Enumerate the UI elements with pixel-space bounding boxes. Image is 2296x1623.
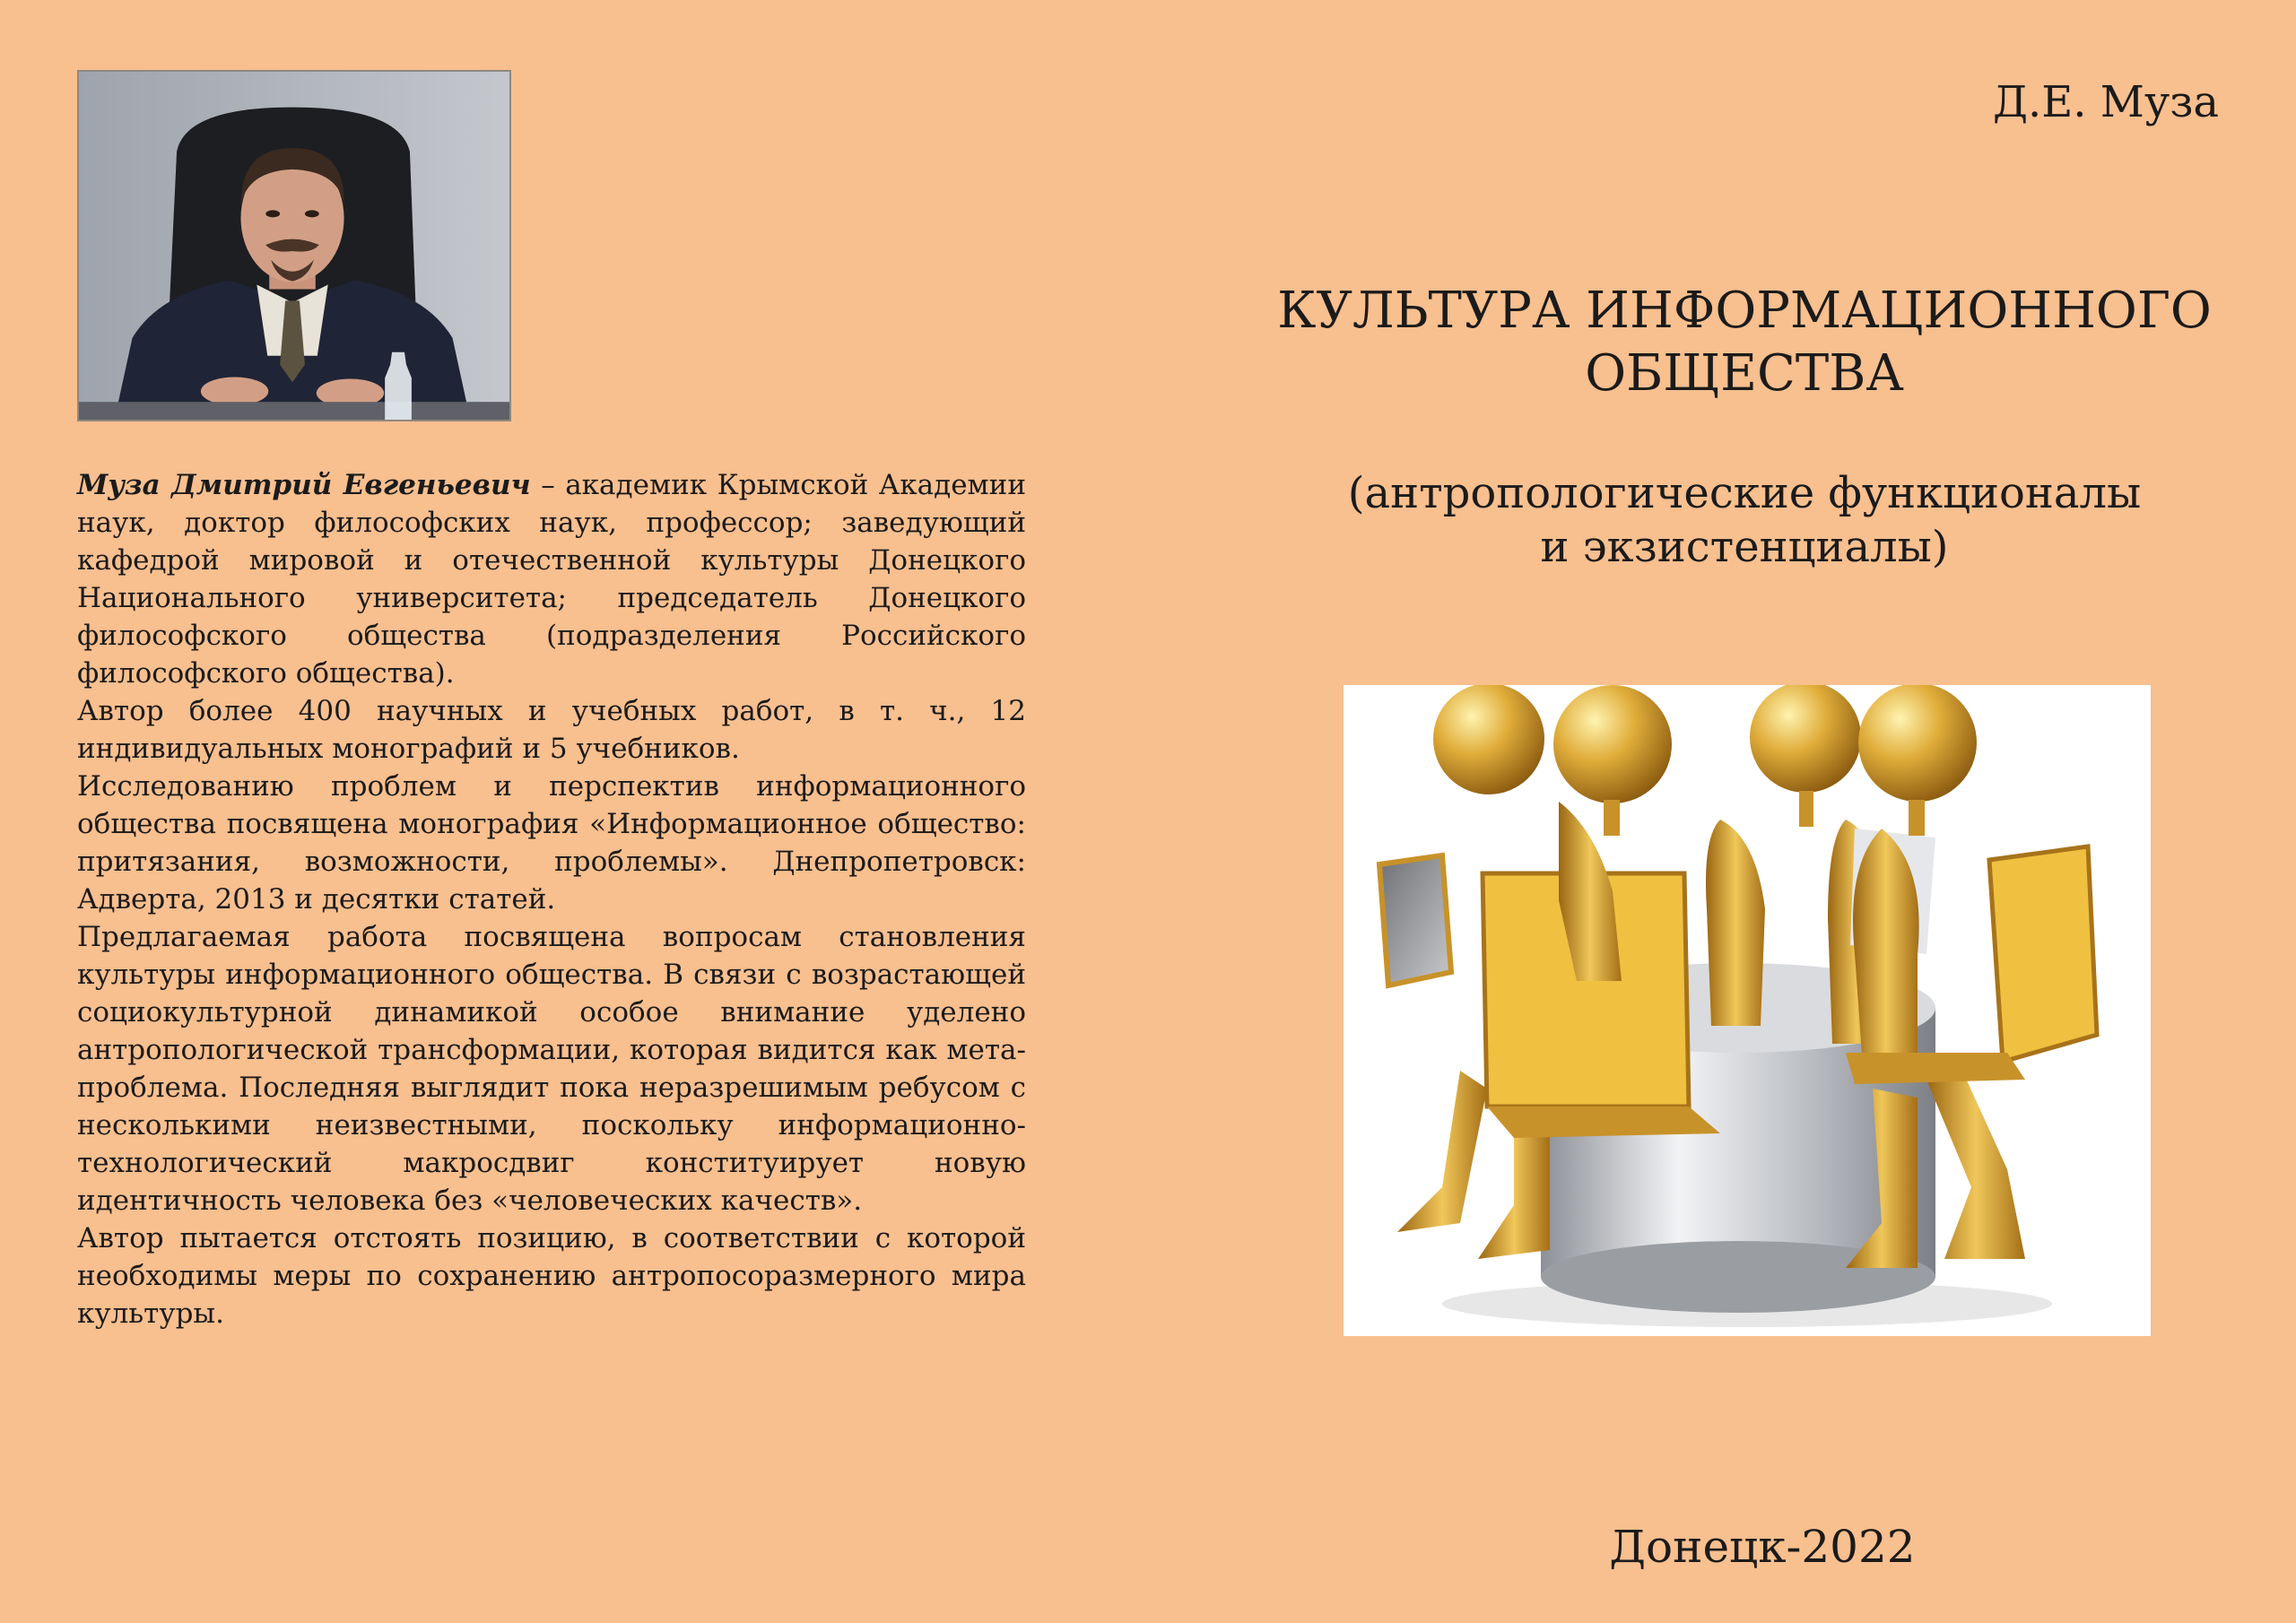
author-photo — [77, 70, 511, 421]
book-title — [1256, 280, 2233, 405]
bio-paragraph-1 — [77, 466, 1026, 692]
book-subtitle — [1256, 466, 2233, 574]
bio-paragraph-4: Предлагаемая работа посвящена вопросам становления культуры информационного общества. В связи с возрастающей социокультурной динамикой особое внимание уделено антропологической трансформации, которая видится как мета-проблема. Последняя выглядит пока неразрешимым ребусом с несколькими неизвестными, поскольку информационно-технологический макросдвиг конституирует новую идентичность человека без «человеческих качеств». — [77, 921, 1026, 1217]
place-and-year: Донецк-2022 — [1609, 1521, 1916, 1573]
cover-illustration — [1344, 685, 2151, 1336]
author-full-name: Муза Дмитрий Евгеньевич — [77, 469, 531, 501]
book-title-line-2: ОБЩЕСТВА — [1585, 344, 1904, 403]
book-title-line-1: КУЛЬТУРА ИНФОРМАЦИОННОГО — [1277, 282, 2212, 340]
bio-paragraph-3: Исследованию проблем и перспектив информационного общества посвящена монография «Информационное общество: притязания, возможности, проблемы». Днепропетровск: Адверта, 2013 и десятки статей. — [77, 770, 1026, 916]
book-subtitle-line-1: (антропологические функционалы — [1347, 468, 2142, 518]
author-short-name: Д.Е. Муза — [1992, 77, 2219, 127]
author-biography — [77, 466, 1026, 1332]
bio-paragraph-2: Автор более 400 научных и учебных работ, в т. ч., 12 индивидуальных монографий и 5 учебников. — [77, 695, 1026, 765]
bio-paragraph-5: Автор пытается отстоять позицию, в соответствии с которой необходимы меры по сохранению антропосоразмерного мира культуры. — [77, 1222, 1026, 1330]
book-subtitle-line-2: и экзистенциалы) — [1540, 522, 1949, 572]
bio-paragraph-1-text: – академик Крымской Академии наук, доктор философских наук, профессор; заведующий кафедрой мировой и отечественной культуры Донецкого Национального университета; председатель Донецкого философского общества (подразделения Российского философского общества). — [77, 469, 1026, 690]
